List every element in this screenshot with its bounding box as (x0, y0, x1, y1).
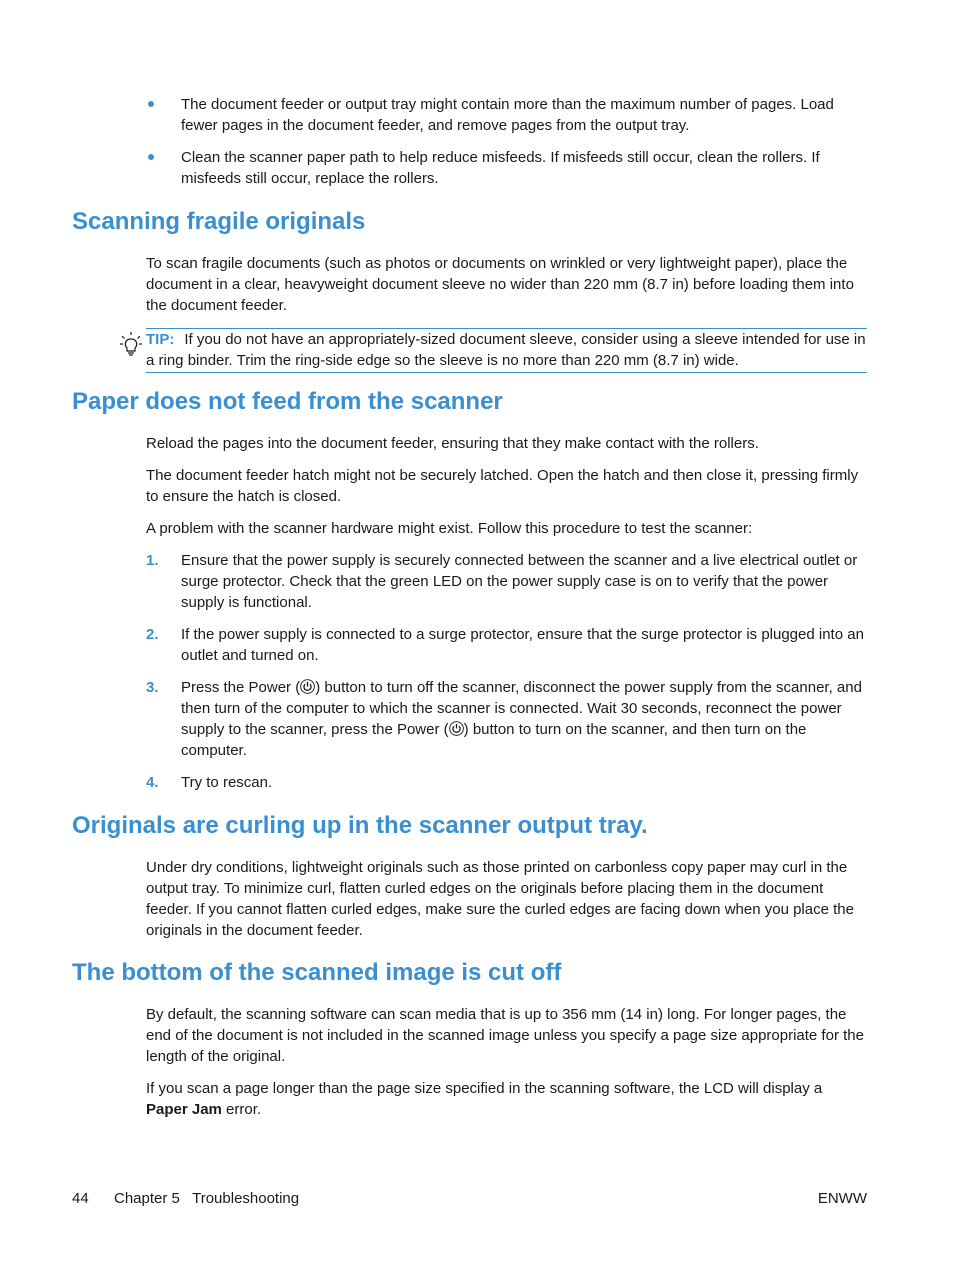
section-heading-curling: Originals are curling up in the scanner output tray. (72, 812, 648, 839)
step-number: 3. (146, 679, 159, 696)
step-text: Try to rescan. (181, 774, 273, 791)
paper-jam-term: Paper Jam (146, 1101, 222, 1118)
list-item (148, 147, 868, 189)
chapter-label: Chapter 5 Troubleshooting (114, 1190, 300, 1207)
curling-paragraph: Under dry conditions, lightweight originals such as those printed on carbonless copy paper may curl in the output tray. To minimize curl, flatten curled edges on the originals before placing them in the document feeder. If you cannot flatten curled edges, make sure the curled edges are facing down when you place the originals in the document feeder. (146, 859, 854, 939)
bullet-icon (148, 154, 154, 160)
section-heading-cutoff: The bottom of the scanned image is cut off (72, 959, 562, 986)
power-icon (449, 721, 464, 736)
bullet-text: Clean the scanner paper path to help reduce misfeeds. If misfeeds still occur, clean the rollers. If misfeeds still occur, replace the rollers. (181, 149, 820, 187)
power-icon (300, 679, 315, 694)
fragile-paragraph: To scan fragile documents (such as photos or documents on wrinkled or very lightweight paper), place the document in a clear, heavyweight document sleeve no wider than 220 mm (8.7 in) before loading them into the document feeder. (146, 255, 854, 314)
nofeed-paragraph-3: A problem with the scanner hardware might exist. Follow this procedure to test the scanner: (146, 520, 753, 537)
cutoff-text: error. (221, 1101, 262, 1118)
step-number: 4. (146, 774, 159, 791)
step-number: 2. (146, 626, 159, 643)
step-text: Ensure that the power supply is securely connected between the scanner and a live electrical outlet or surge protector. Check that the green LED on the power supply case is on to verify that the power supply is functional. (181, 552, 858, 611)
page-number: 44 (72, 1190, 89, 1207)
tip-box (146, 328, 867, 373)
cutoff-paragraph-2 (146, 1078, 868, 1120)
lightbulb-icon (120, 331, 142, 357)
nofeed-paragraph-1: Reload the pages into the document feeder, ensuring that they make contact with the rollers. (146, 435, 759, 452)
step-text (181, 677, 869, 761)
section-heading-nofeed: Paper does not feed from the scanner (72, 388, 503, 415)
nofeed-paragraph-2: The document feeder hatch might not be securely latched. Open the hatch and then close it, pressing firmly to ensure the hatch is closed. (146, 467, 859, 505)
step-number: 1. (146, 552, 159, 569)
bullet-text: The document feeder or output tray might contain more than the maximum number of pages. Load fewer pages in the document feeder, and remove pages from the output tray. (181, 96, 834, 134)
list-item (148, 94, 868, 136)
footer-right-label: ENWW (817, 1190, 867, 1207)
step-text-part: ) button to turn off the scanner, disconnect the power supply from the scanner, and then turn of the computer to which the scanner is connected. Wait 30 seconds, reconnect the power supply to the scanner, press the Power ( (181, 679, 862, 738)
cutoff-text: If you scan a page longer than the page size specified in the scanning software, the LCD will display a (146, 1080, 823, 1097)
section-heading-fragile: Scanning fragile originals (72, 208, 366, 235)
tip-text (146, 329, 867, 371)
step-text-part: Press the Power ( (181, 679, 301, 696)
step-text-part: ) button to turn on the scanner, and then turn on the computer. (181, 721, 807, 759)
step-text: If the power supply is connected to a surge protector, ensure that the surge protector is plugged into an outlet and turned on. (181, 626, 864, 664)
tip-body: If you do not have an appropriately-sized document sleeve, consider using a sleeve intended for use in a ring binder. Trim the ring-side edge so the sleeve is no more than 220 mm (8.7 in) wide. (146, 331, 866, 369)
bullet-icon (148, 101, 154, 107)
tip-label: TIP: (146, 331, 175, 348)
cutoff-paragraph-1: By default, the scanning software can scan media that is up to 356 mm (14 in) long. For longer pages, the end of the document is not included in the scanned image unless you specify a page size appropriate for the length of the original. (146, 1006, 864, 1065)
